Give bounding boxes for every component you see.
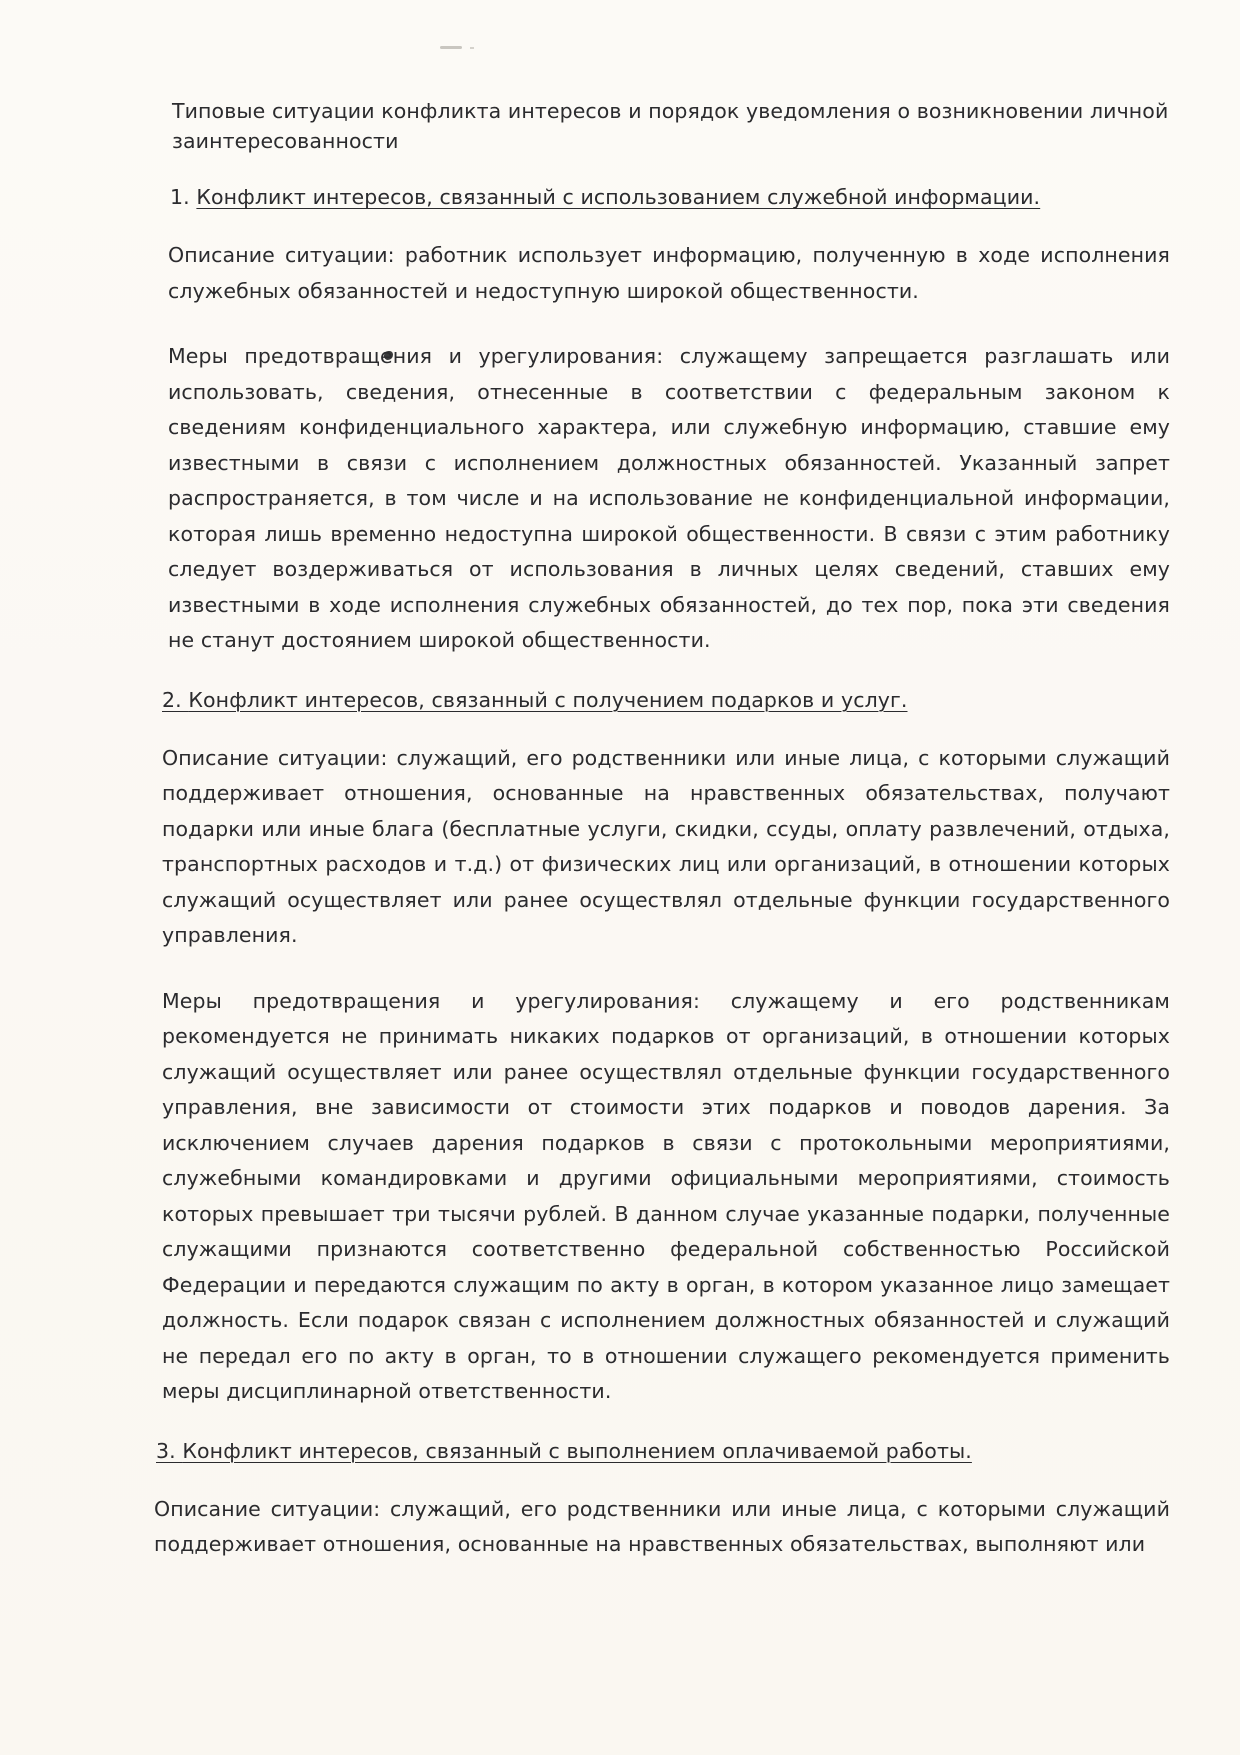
section-number: 3.: [156, 1438, 183, 1463]
section-heading: [156, 1436, 1170, 1466]
section-heading: [170, 182, 1170, 212]
section-number: 1.: [170, 185, 197, 209]
prevention-measures: Меры предотвращения и урегулирования: служащему и его родственникам рекомендуется не принимать никаких подарков от организаций, в отношении которых служащий осуществляет или ранее осуществлял отдельные функции государственного управления, вне зависимости от стоимости этих подарков и поводов дарения. За исключением случаев дарения подарков в связи с протокольными мероприятиями, служебными командировками и другими официальными мероприятиями, стоимость которых превышает три тысячи рублей. В данном случае указанные подарки, полученные служащими признаются соответственно федеральной собственностью Российской Федерации и передаются служащим по акту в орган, в котором указанное лицо замещает должность. Если подарок связан с исполнением должностных обязанностей и служащий не передал его по акту в орган, то в отношении служащего рекомендуется применить меры дисциплинарной ответственности.: [162, 988, 1170, 1403]
section-heading-text: Конфликт интересов, связанный с использованием служебной информации.: [196, 185, 1041, 209]
section-heading-title: Конфликт интересов, связанный с выполнением оплачиваемой работы.: [182, 1438, 972, 1463]
section-heading-text: [156, 1439, 972, 1463]
section-heading-title: Конфликт интересов, связанный с получением подарков и услуг.: [188, 687, 908, 712]
section-number: 2.: [162, 687, 189, 712]
document-title: Типовые ситуации конфликта интересов и порядок уведомления о возникновении личной заинтересованности: [172, 99, 1169, 153]
scan-artifact: [470, 47, 474, 49]
situation-description: Описание ситуации: служащий, его родственники или иные лица, с которыми служащий поддерживает отношения, основанные на нравственных обязательствах, выполняют или: [154, 1496, 1170, 1556]
document-body: [154, 96, 1170, 1563]
situation-description: Описание ситуации: служащий, его родственники или иные лица, с которыми служащий поддерживает отношения, основанные на нравственных обязательствах, получают подарки или иные блага (бесплатные услуги, скидки, ссуды, оплату развлечений, отдыха, транспортных расходов и т.д.) от физических лиц или организаций, в отношении которых служащий осуществляет или ранее осуществлял отдельные функции государственного управления.: [162, 745, 1170, 947]
situation-description: Описание ситуации: работник использует информацию, полученную в ходе исполнения служебных обязанностей и недоступную широкой общественности.: [168, 243, 1170, 303]
section-heading: [162, 685, 1170, 715]
section-heading-text: [162, 688, 908, 712]
prevention-measures: Меры предотвращения и урегулирования: служащему запрещается разглашать или использовать, сведения, отнесенные в соответствии с федеральным законом к сведениям конфиденциального характера, или служебную информацию, ставшие ему известными в связи с исполнением должностных обязанностей. Указанный запрет распространяется, в том числе и на использование не конфиденциальной информации, которая лишь временно недоступна широкой общественности. В связи с этим работнику следует воздерживаться от использования в личных целях сведений, ставших ему известными в ходе исполнения служебных обязанностей, до тех пор, пока эти сведения не станут достоянием широкой общественности.: [168, 344, 1170, 652]
scan-artifact: [440, 46, 462, 49]
